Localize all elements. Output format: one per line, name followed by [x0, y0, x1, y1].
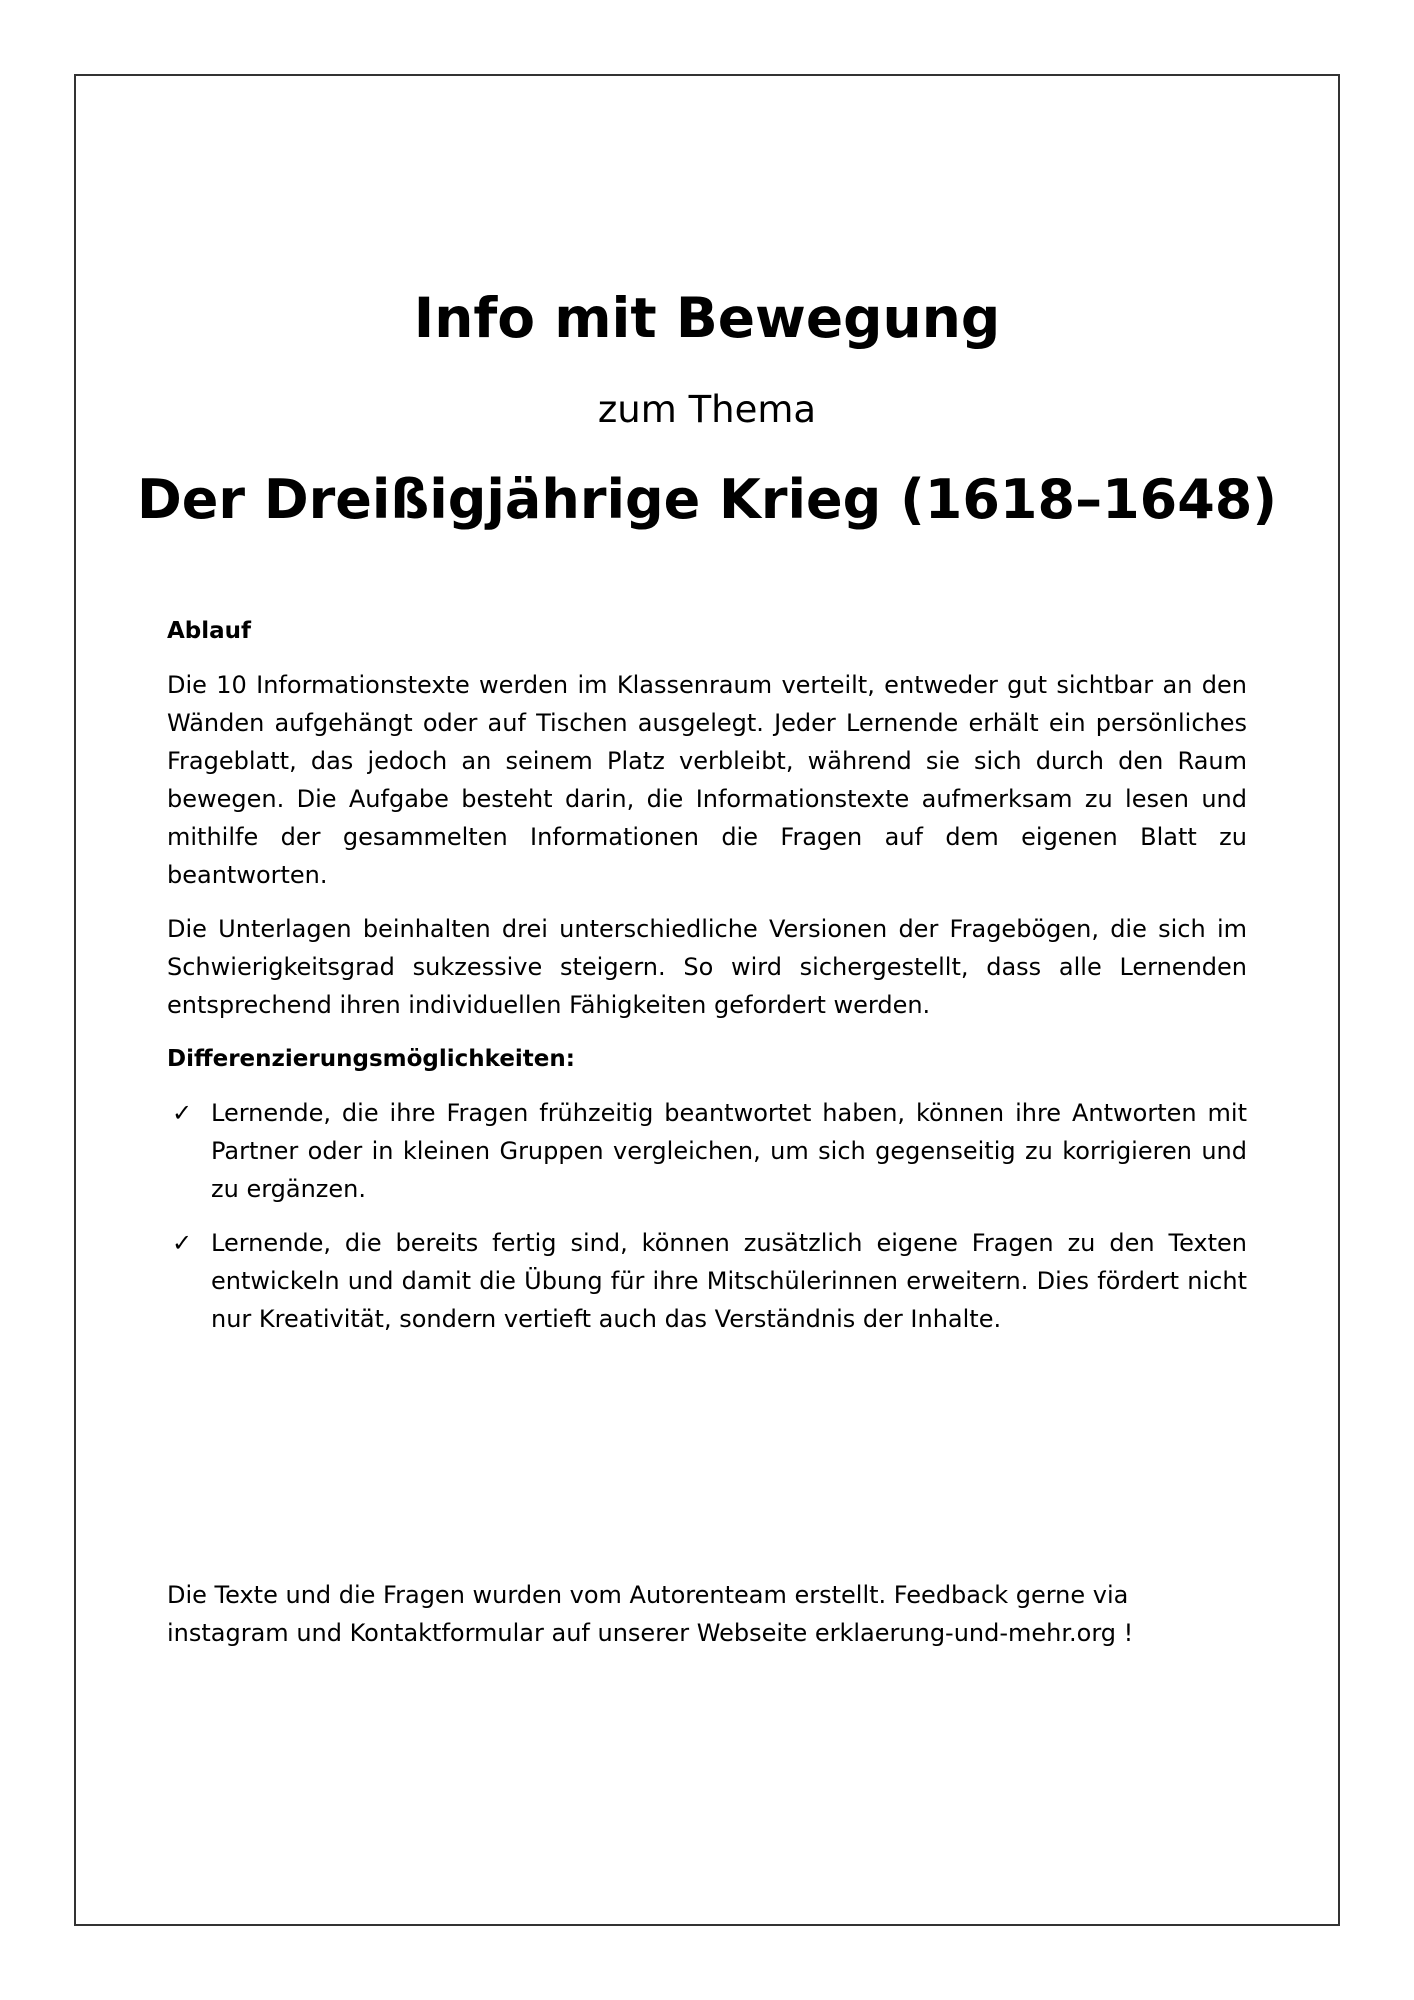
topic-title: Der Dreißigjährige Krieg (1618–1648): [136, 468, 1278, 531]
section-heading-ablauf: Ablauf: [167, 618, 252, 644]
ablauf-paragraph: Die 10 Informationstexte werden im Klassenraum verteilt, entweder gut sichtbar an den Wänden aufgehängt oder auf Tischen ausgelegt. Jeder Lernende erhält ein persönliches Frageblatt, das jedoch an seinem Platz verbleibt, während sie sich durch den Raum bewegen. Die Aufgabe besteht darin, die Informationstexte aufmerksam zu lesen und mithilfe der gesammelten Informationen die Fragen auf dem eigenen Blatt zu beantworten.: [167, 671, 1247, 889]
section-heading-differenzierung: Differenzierungsmöglichkeiten:: [167, 1046, 575, 1072]
footer-note: [167, 1576, 1247, 1652]
footer-line: instagram und Kontaktformular auf unserer Webseite erklaerung-und-mehr.org !: [167, 1619, 1134, 1647]
page-subtitle: zum Thema: [597, 388, 817, 431]
main-content: [167, 612, 1247, 1354]
page-title: Info mit Bewegung: [413, 286, 1001, 350]
checkmark-icon: ✓: [172, 1229, 193, 1257]
footer-line: Die Texte und die Fragen wurden vom Autorenteam erstellt. Feedback gerne via: [167, 1581, 1129, 1609]
list-item-text: Lernende, die bereits fertig sind, können zusätzlich eigene Fragen zu den Texten entwickeln und damit die Übung für ihre Mitschülerinnen erweitern. Dies fördert nicht nur Kreativität, sondern vertieft auch das Verständnis der Inhalte.: [211, 1229, 1247, 1333]
list-item-text: Lernende, die ihre Fragen frühzeitig beantwortet haben, können ihre Antworten mit Partner oder in kleinen Gruppen vergleichen, um sich gegenseitig zu korrigieren und zu ergänzen.: [211, 1099, 1247, 1203]
list-item: [167, 1224, 1247, 1338]
ablauf-paragraph: Die Unterlagen beinhalten drei unterschiedliche Versionen der Fragebögen, die sich im Schwierigkeitsgrad sukzessive steigern. So wird sichergestellt, dass alle Lernenden entsprechend ihren individuellen Fähigkeiten gefordert werden.: [167, 915, 1247, 1019]
differenzierung-list: [167, 1094, 1247, 1338]
list-item: [167, 1094, 1247, 1208]
checkmark-icon: ✓: [172, 1099, 193, 1127]
